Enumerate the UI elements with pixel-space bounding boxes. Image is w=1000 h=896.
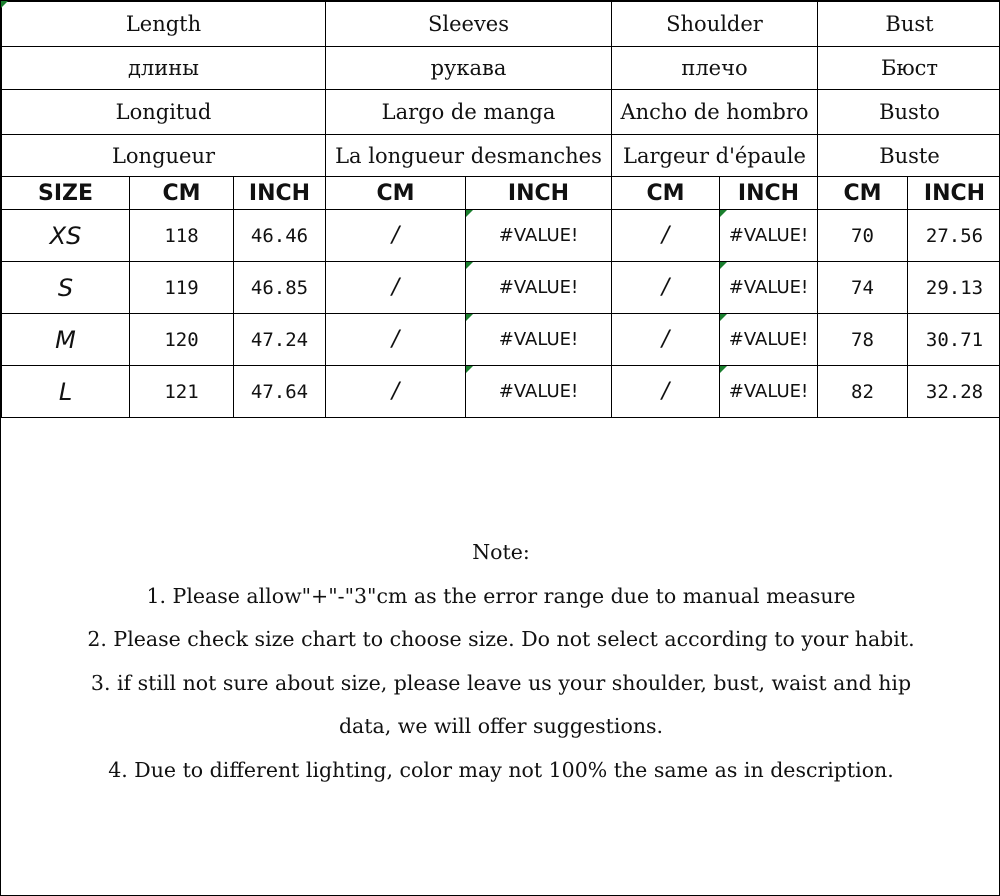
sleeves-cm-header: CM <box>326 177 466 210</box>
sleeves-inch-cell <box>466 262 612 314</box>
header-row-french <box>2 135 1000 177</box>
bust-header-ru: Бюст <box>818 47 1000 90</box>
note-line-3-continued: data, we will offer suggestions. <box>338 714 664 739</box>
shoulder-header-fr: Largeur d'épaule <box>612 135 818 177</box>
shoulder-header: Shoulder <box>612 2 818 47</box>
bust-header-es: Busto <box>818 90 1000 135</box>
length-header-ru: длины <box>2 47 326 90</box>
error-flag-marker <box>720 262 727 269</box>
length-inch-cell: 47.24 <box>234 314 326 366</box>
sleeves-header: Sleeves <box>326 2 612 47</box>
sleeves-cm-cell: / <box>326 366 466 418</box>
size-column-header: SIZE <box>2 177 130 210</box>
sleeves-cm-cell: / <box>326 314 466 366</box>
error-flag-marker <box>720 314 727 321</box>
header-row-spanish <box>2 90 1000 135</box>
cell-value: #VALUE! <box>498 277 579 298</box>
error-flag-marker <box>720 210 727 217</box>
table-row <box>2 262 1000 314</box>
cell-value: #VALUE! <box>728 225 809 246</box>
sleeves-header-ru: рукава <box>326 47 612 90</box>
table-row <box>2 366 1000 418</box>
table-row <box>2 314 1000 366</box>
size-label: XS <box>2 210 130 262</box>
notes-section <box>1 531 1000 793</box>
bust-header-fr: Buste <box>818 135 1000 177</box>
length-inch-cell: 46.46 <box>234 210 326 262</box>
shoulder-inch-header: INCH <box>720 177 818 210</box>
sleeves-header-es: Largo de manga <box>326 90 612 135</box>
size-chart-table <box>1 1 1000 418</box>
sleeves-inch-header: INCH <box>466 177 612 210</box>
sleeves-inch-cell <box>466 210 612 262</box>
bust-cm-cell: 70 <box>818 210 908 262</box>
length-header: Length <box>2 2 326 47</box>
bust-inch-header: INCH <box>908 177 1000 210</box>
sleeves-inch-cell <box>466 366 612 418</box>
note-line-3: 3. if still not sure about size, please leave us your shoulder, bust, waist and hip <box>90 670 912 695</box>
error-flag-marker <box>720 366 727 373</box>
error-flag-marker <box>466 314 473 321</box>
bust-cm-cell: 74 <box>818 262 908 314</box>
shoulder-cm-header: CM <box>612 177 720 210</box>
notes-title: Note: <box>472 540 530 564</box>
length-cm-cell: 119 <box>130 262 234 314</box>
bust-inch-cell: 30.71 <box>908 314 1000 366</box>
shoulder-cm-cell: / <box>612 262 720 314</box>
bust-inch-cell: 27.56 <box>908 210 1000 262</box>
cell-value: #VALUE! <box>498 329 579 350</box>
bust-cm-cell: 82 <box>818 366 908 418</box>
sleeves-cm-cell: / <box>326 210 466 262</box>
header-row-english <box>2 2 1000 47</box>
cell-value: #VALUE! <box>728 277 809 298</box>
sleeves-cm-cell: / <box>326 262 466 314</box>
note-line-1: 1. Please allow"+"-"3"cm as the error range due to manual measure <box>146 583 856 608</box>
shoulder-inch-cell <box>720 314 818 366</box>
sleeves-header-fr: La longueur desmanches <box>326 135 612 177</box>
bust-cm-cell: 78 <box>818 314 908 366</box>
error-flag-marker <box>1 1 8 8</box>
note-line-4: 4. Due to different lighting, color may not 100% the same as in description. <box>108 757 894 782</box>
length-header-es: Longitud <box>2 90 326 135</box>
shoulder-cm-cell: / <box>612 210 720 262</box>
error-flag-marker <box>466 262 473 269</box>
bust-inch-cell: 32.28 <box>908 366 1000 418</box>
error-flag-marker <box>466 366 473 373</box>
unit-row <box>2 177 1000 210</box>
cell-value: #VALUE! <box>728 381 809 402</box>
shoulder-header-ru: плечо <box>612 47 818 90</box>
shoulder-header-es: Ancho de hombro <box>612 90 818 135</box>
shoulder-cm-cell: / <box>612 314 720 366</box>
length-cm-cell: 121 <box>130 366 234 418</box>
error-flag-marker <box>466 210 473 217</box>
size-label: L <box>2 366 130 418</box>
shoulder-cm-cell: / <box>612 366 720 418</box>
note-line-2: 2. Please check size chart to choose size. Do not select according to your habit. <box>87 627 915 652</box>
sleeves-inch-cell <box>466 314 612 366</box>
length-header-fr: Longueur <box>2 135 326 177</box>
bust-cm-header: CM <box>818 177 908 210</box>
length-cm-header: CM <box>130 177 234 210</box>
cell-value: #VALUE! <box>498 381 579 402</box>
size-label: M <box>2 314 130 366</box>
shoulder-inch-cell <box>720 366 818 418</box>
cell-value: #VALUE! <box>498 225 579 246</box>
shoulder-inch-cell <box>720 210 818 262</box>
cell-value: #VALUE! <box>728 329 809 350</box>
bust-inch-cell: 29.13 <box>908 262 1000 314</box>
length-inch-cell: 47.64 <box>234 366 326 418</box>
length-cm-cell: 118 <box>130 210 234 262</box>
shoulder-inch-cell <box>720 262 818 314</box>
length-inch-cell: 46.85 <box>234 262 326 314</box>
length-cm-cell: 120 <box>130 314 234 366</box>
bust-header: Bust <box>818 2 1000 47</box>
table-row <box>2 210 1000 262</box>
header-row-russian <box>2 47 1000 90</box>
size-label: S <box>2 262 130 314</box>
length-inch-header: INCH <box>234 177 326 210</box>
